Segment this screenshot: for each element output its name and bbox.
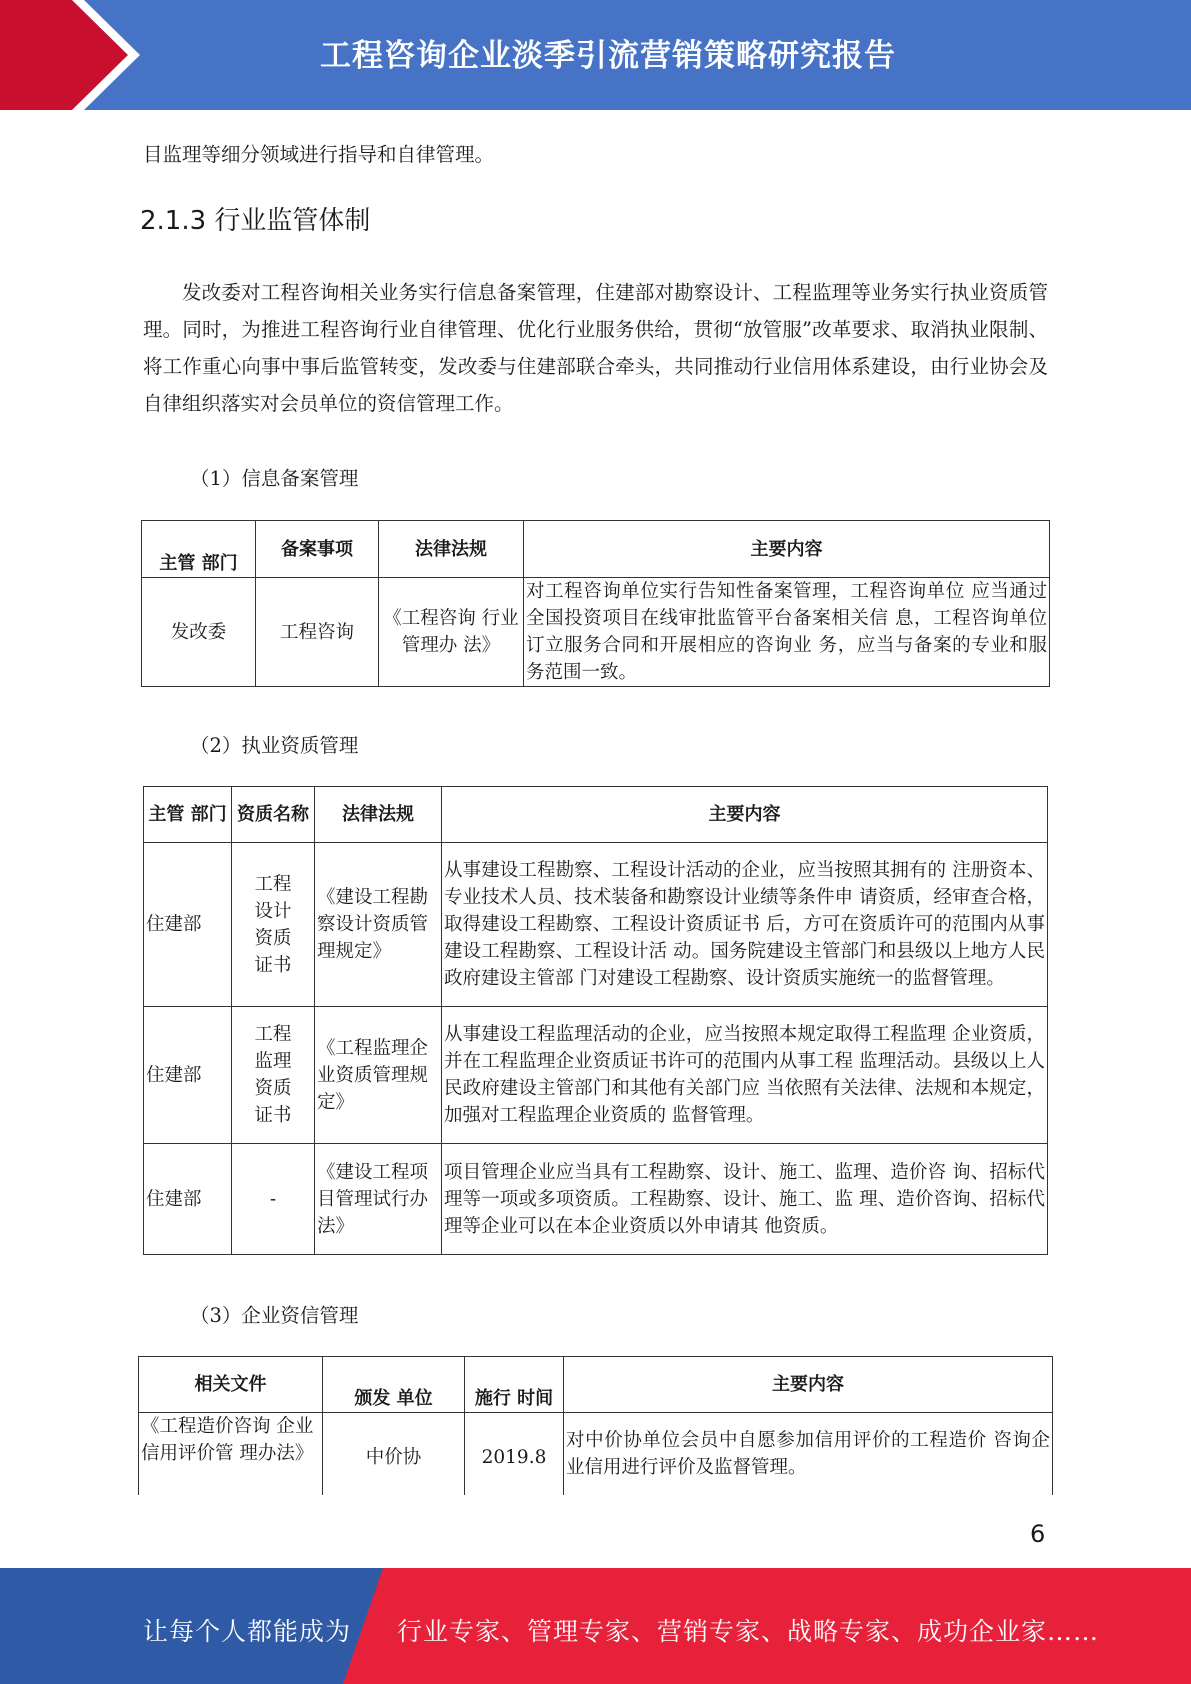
document-title: 工程咨询企业淡季引流营销策略研究报告 xyxy=(320,38,896,74)
table-cell: 工程监理资质证书 xyxy=(232,1007,315,1144)
table-cell: 《工程咨询 行业管理办 法》 xyxy=(379,578,524,687)
page-number: 6 xyxy=(1030,1520,1046,1548)
table-cell: 住建部 xyxy=(144,1007,232,1144)
header-cell: 颁发 单位 xyxy=(323,1357,465,1413)
qualification-table xyxy=(143,786,1048,1255)
table-row xyxy=(144,1007,1048,1144)
table-cell: 工程咨询 xyxy=(256,578,379,687)
table-cell: 项目管理企业应当具有工程勘察、设计、施工、监理、造价咨 询、招标代理等一项或多项资质。工程勘察、设计、施工、监 理、造价咨询、招标代理等企业可以在本企业资质以外申请其 他资质。 xyxy=(442,1144,1048,1255)
table-cell: 住建部 xyxy=(144,843,232,1007)
header-cell: 主要内容 xyxy=(524,521,1050,578)
table-cell: 中价协 xyxy=(323,1413,465,1496)
table-cell: - xyxy=(232,1144,315,1255)
table-cell: 《工程造价咨询 企业信用评价管 理办法》 xyxy=(139,1413,323,1496)
table-header-row xyxy=(139,1357,1053,1413)
table-row xyxy=(142,578,1050,687)
header-cell: 主要内容 xyxy=(564,1357,1053,1413)
record-filing-table xyxy=(141,520,1050,687)
table-header-row xyxy=(144,787,1048,843)
table-cell: 《建设工程勘察设计资质管理规定》 xyxy=(315,843,442,1007)
table-cell: 2019.8 xyxy=(465,1413,564,1496)
subsection-title-2: （2）执业资质管理 xyxy=(190,734,359,757)
table-row xyxy=(139,1413,1053,1496)
table-row xyxy=(144,843,1048,1007)
header-red-chevron xyxy=(0,0,160,110)
subsection-title-1: （1）信息备案管理 xyxy=(190,467,359,490)
header-cell: 主管 部门 xyxy=(142,521,256,578)
table-cell: 对工程咨询单位实行告知性备案管理，工程咨询单位 应当通过全国投资项目在线审批监管平台备案相关信 息，工程咨询单位订立服务合同和开展相应的咨询业 务，应当与备案的专业和服务范围一致。 xyxy=(524,578,1050,687)
table-cell: 从事建设工程监理活动的企业，应当按照本规定取得工程监理 企业资质，并在工程监理企业资质证书许可的范围内从事工程 监理活动。县级以上人民政府建设主管部门和其他有关部门应 当依照有关法律、法规和本规定，加强对工程监理企业资质的 监督管理。 xyxy=(442,1007,1048,1144)
section-paragraph: 发改委对工程咨询相关业务实行信息备案管理，住建部对勘察设计、工程监理等业务实行执业资质管理。同时，为推进工程咨询行业自律管理、优化行业服务供给，贯彻“放管服”改革要求、取消执业限制、将工作重心向事中事后监管转变，发改委与住建部联合牵头，共同推动行业信用体系建设，由行业协会及自律组织落实对会员单位的资信管理工作。 xyxy=(143,281,1048,415)
intro-line: 目监理等细分领域进行指导和自律管理。 xyxy=(143,143,495,166)
table-cell: 工程设计资质证书 xyxy=(232,843,315,1007)
table-header-row xyxy=(142,521,1050,578)
header-cell: 相关文件 xyxy=(139,1357,323,1413)
page-footer xyxy=(0,1568,1191,1684)
table-cell: 发改委 xyxy=(142,578,256,687)
credit-table-clip xyxy=(0,1355,1191,1495)
header-cell: 法律法规 xyxy=(379,521,524,578)
header-cell: 备案事项 xyxy=(256,521,379,578)
table-cell: 对中价协单位会员中自愿参加信用评价的工程造价 咨询企业信用进行评价及监督管理。 xyxy=(564,1413,1053,1496)
header-cell: 法律法规 xyxy=(315,787,442,843)
footer-slogan-left: 让每个人都能成为 xyxy=(143,1617,352,1646)
table-cell: 从事建设工程勘察、工程设计活动的企业，应当按照其拥有的 注册资本、专业技术人员、技术装备和勘察设计业绩等条件申 请资质，经审查合格，取得建设工程勘察、工程设计资质证书 后，方可在资质许可的范围内从事建设工程勘察、工程设计活 动。国务院建设主管部门和县级以上地方人民政府建设主管部 门对建设工程勘察、设计资质实施统一的监督管理。 xyxy=(442,843,1048,1007)
table-cell: 《建设工程项目管理试行办法》 xyxy=(315,1144,442,1255)
subsection-title-3: （3）企业资信管理 xyxy=(190,1304,359,1327)
section-heading: 2.1.3 行业监管体制 xyxy=(140,206,371,236)
header-cell: 主管 部门 xyxy=(144,787,232,843)
table-cell: 《工程监理企业资质管理规定》 xyxy=(315,1007,442,1144)
credit-table xyxy=(138,1356,1053,1495)
footer-slogan-right: 行业专家、管理专家、营销专家、战略专家、成功企业家…… xyxy=(397,1617,1100,1646)
table-cell: 住建部 xyxy=(144,1144,232,1255)
header-cell: 资质名称 xyxy=(232,787,315,843)
header-cell: 主要内容 xyxy=(442,787,1048,843)
page-header xyxy=(0,0,1191,110)
header-cell: 施行 时间 xyxy=(465,1357,564,1413)
table-row xyxy=(144,1144,1048,1255)
